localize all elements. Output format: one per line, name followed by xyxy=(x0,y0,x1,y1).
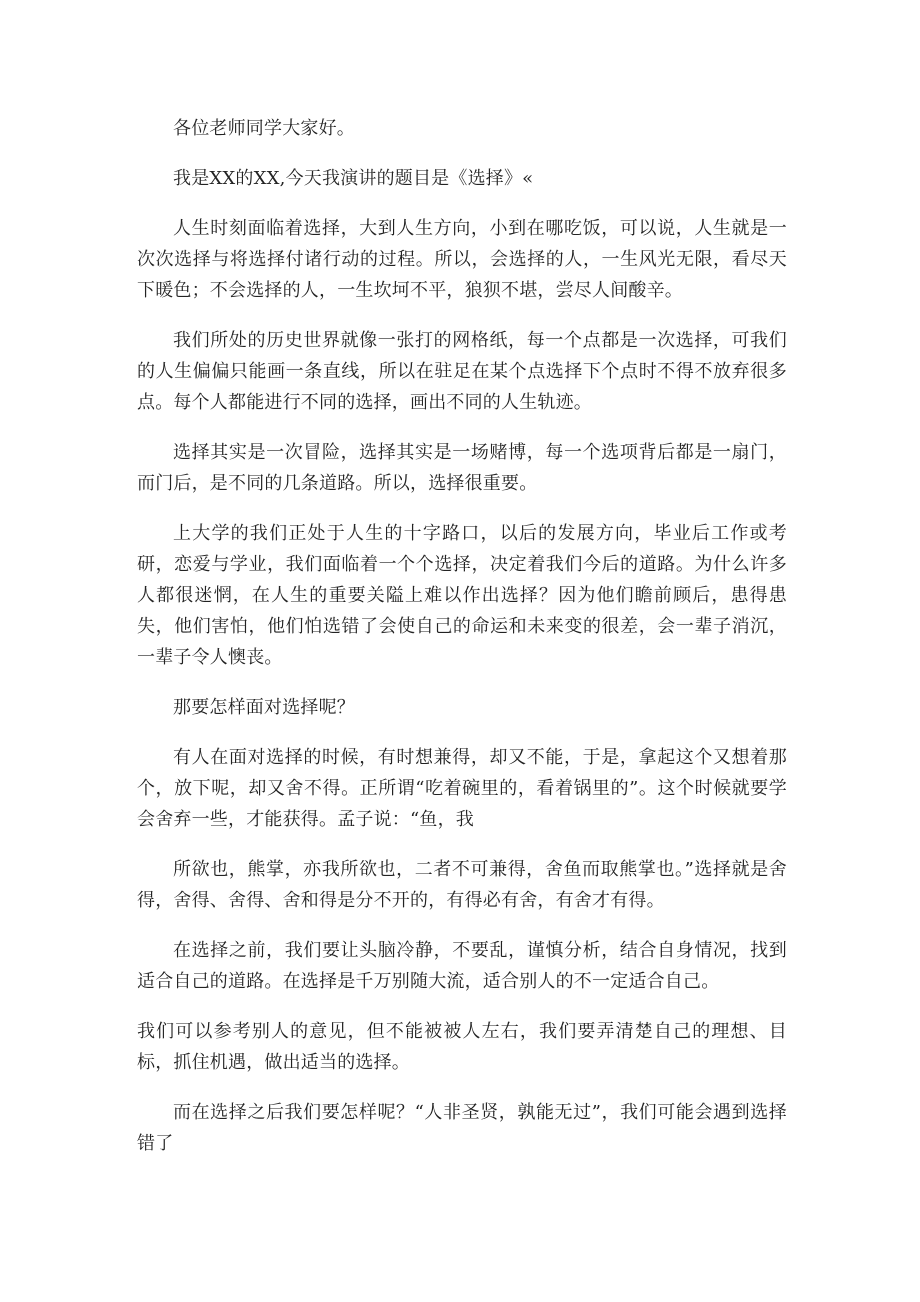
paragraph-introduction: 我是XX的XX,今天我演讲的题目是《选择》« xyxy=(173,168,534,189)
paragraph-after-choosing: 而在选择之后我们要怎样呢？“人非圣贤，孰能无过”，我们可能会遇到选择错了 xyxy=(137,1102,787,1154)
paragraph-give-and-take: 所欲也，熊掌，亦我所欲也，二者不可兼得，舍鱼而取熊掌也。”选择就是舍得，舍得、舍得、舍和得是分不开的，有得必有舍，有舍才有得。 xyxy=(137,859,787,911)
document-body xyxy=(137,113,787,1159)
paragraph-advice: 我们可以参考别人的意见，但不能被被人左右，我们要弄清楚自己的理想、目标，抓住机遇，做出适当的选择。 xyxy=(137,1021,787,1073)
paragraph-question: 那要怎样面对选择呢？ xyxy=(173,697,355,718)
paragraph-crossroads: 上大学的我们正处于人生的十字路口，以后的发展方向，毕业后工作或考研，恋爱与学业，我们面临着一个个选择，决定着我们今后的道路。为什么许多人都很迷惘，在人生的重要关隘上难以作出选择？因为他们瞻前顾后，患得患失，他们害怕，他们怕选错了会使自己的命运和未来变的很差，会一辈子消沉，一辈子令人懊丧。 xyxy=(137,523,787,668)
paragraph-life-choices: 人生时刻面临着选择，大到人生方向，小到在哪吃饭，可以说，人生就是一次次选择与将选择付诸行动的过程。所以，会选择的人，一生风光无限，看尽天下暖色；不会选择的人，一生坎坷不平，狼狈不堪，尝尽人间酸辛。 xyxy=(137,218,787,301)
paragraph-before-choosing: 在选择之前，我们要让头脑冷静，不要乱，谨慎分析，结合自身情况，找到适合自己的道路。在选择是千万别随大流，适合别人的不一定适合自己。 xyxy=(137,940,787,992)
paragraph-adventure: 选择其实是一次冒险，选择其实是一场赌博，每一个选项背后都是一扇门，而门后，是不同的几条道路。所以，选择很重要。 xyxy=(137,442,787,494)
paragraph-greeting: 各位老师同学大家好。 xyxy=(173,118,355,139)
paragraph-having-both: 有人在面对选择的时候，有时想兼得，却又不能，于是，拿起这个又想着那个，放下呢，却又舍不得。正所谓“吃着碗里的，看着锅里的”。这个时候就要学会舍弃一些，才能获得。孟子说：“鱼，我 xyxy=(137,747,787,830)
paragraph-grid-paper: 我们所处的历史世界就像一张打的网格纸，每一个点都是一次选择，可我们的人生偏偏只能画一条直线，所以在驻足在某个点选择下个点时不得不放弃很多点。每个人都能进行不同的选择，画出不同的人生轨迹。 xyxy=(137,330,787,413)
